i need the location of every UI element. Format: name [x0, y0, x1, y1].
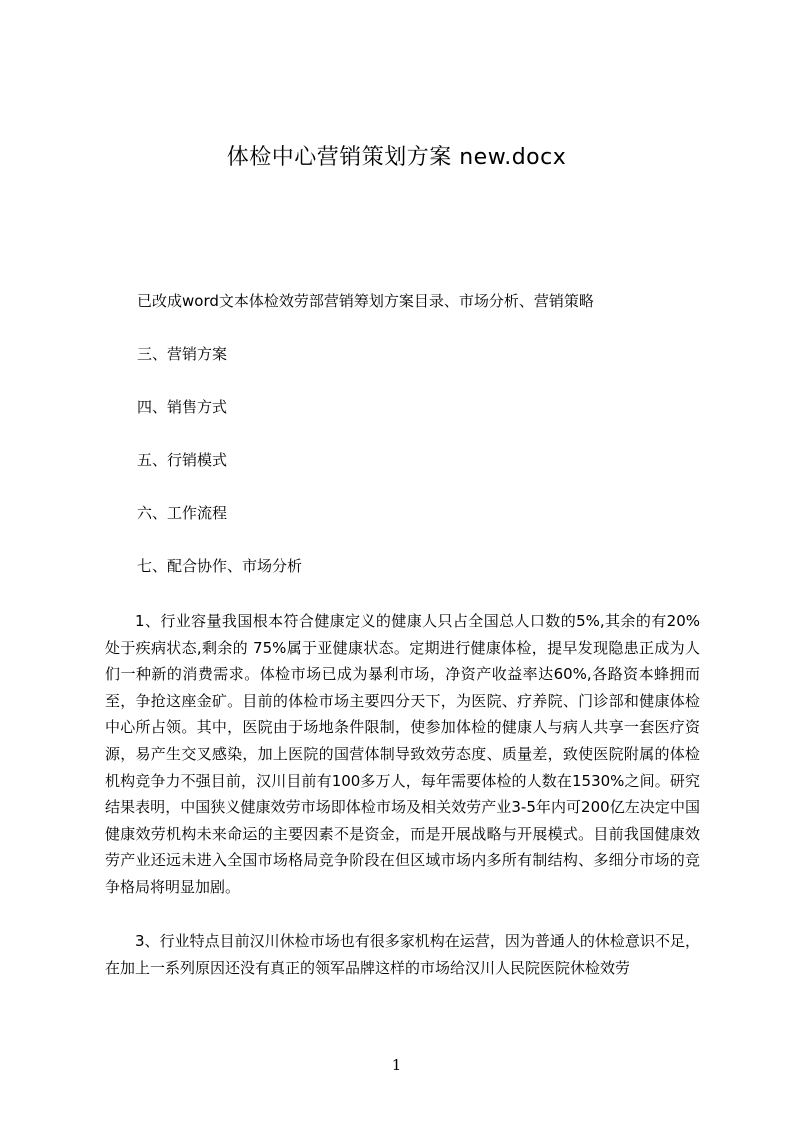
document-title: 体检中心营销策划方案 new.docx	[226, 145, 567, 170]
page-number: 1	[391, 1056, 402, 1074]
toc-item: 五、行销模式	[137, 451, 228, 469]
toc-item: 已改成word文本体检效劳部营销筹划方案目录、市场分析、营销策略	[137, 292, 594, 310]
paragraph-industry-features: 3、行业特点目前汉川休检市场也有很多家机构在运营，因为普通人的休检意识不足，在加上一系列原因还没有真正的领军品牌这样的市场给汉川人民院医院休检效劳	[105, 932, 700, 977]
toc-item: 七、配合协作、市场分析	[137, 557, 303, 575]
toc-item: 六、工作流程	[137, 504, 228, 522]
table-of-contents	[137, 290, 594, 608]
paragraph-industry-capacity: 1、行业容量我国根本符合健康定义的健康人只占全国总人口数的5%,其余的有20%处于疾病状态,剩余的 75%属于亚健康状态。定期进行健康体检，提早发现隐患正成为人们一种新的消费需求。体检市场已成为暴利市场，净资产收益率达60%,各路资本蜂拥而至，争抢这座金矿。目前的体检市场主要四分天下，为医院、疗养院、门诊部和健康体检中心所占领。其中，医院由于场地条件限制，使参加体检的健康人与病人共享一套医疗资源，易产生交叉感染，加上医院的国营体制导致效劳态度、质量差，致使医院附属的体检机构竞争力不强目前，汉川目前有100多万人，每年需要体检的人数在1530%之间。研究结果表明，中国狭义健康效劳市场即体检市场及相关效劳产业3-5年内可200亿左决定中国健康效劳机构未来命运的主要因素不是资金，而是开展战略与开展模式。目前我国健康效劳产业还远未进入全国市场格局竞争阶段在但区域市场内多所有制结构、多细分市场的竞争格局将明显加剧。	[105, 612, 700, 896]
toc-item: 三、营销方案	[137, 345, 228, 363]
toc-item: 四、销售方式	[137, 398, 228, 416]
